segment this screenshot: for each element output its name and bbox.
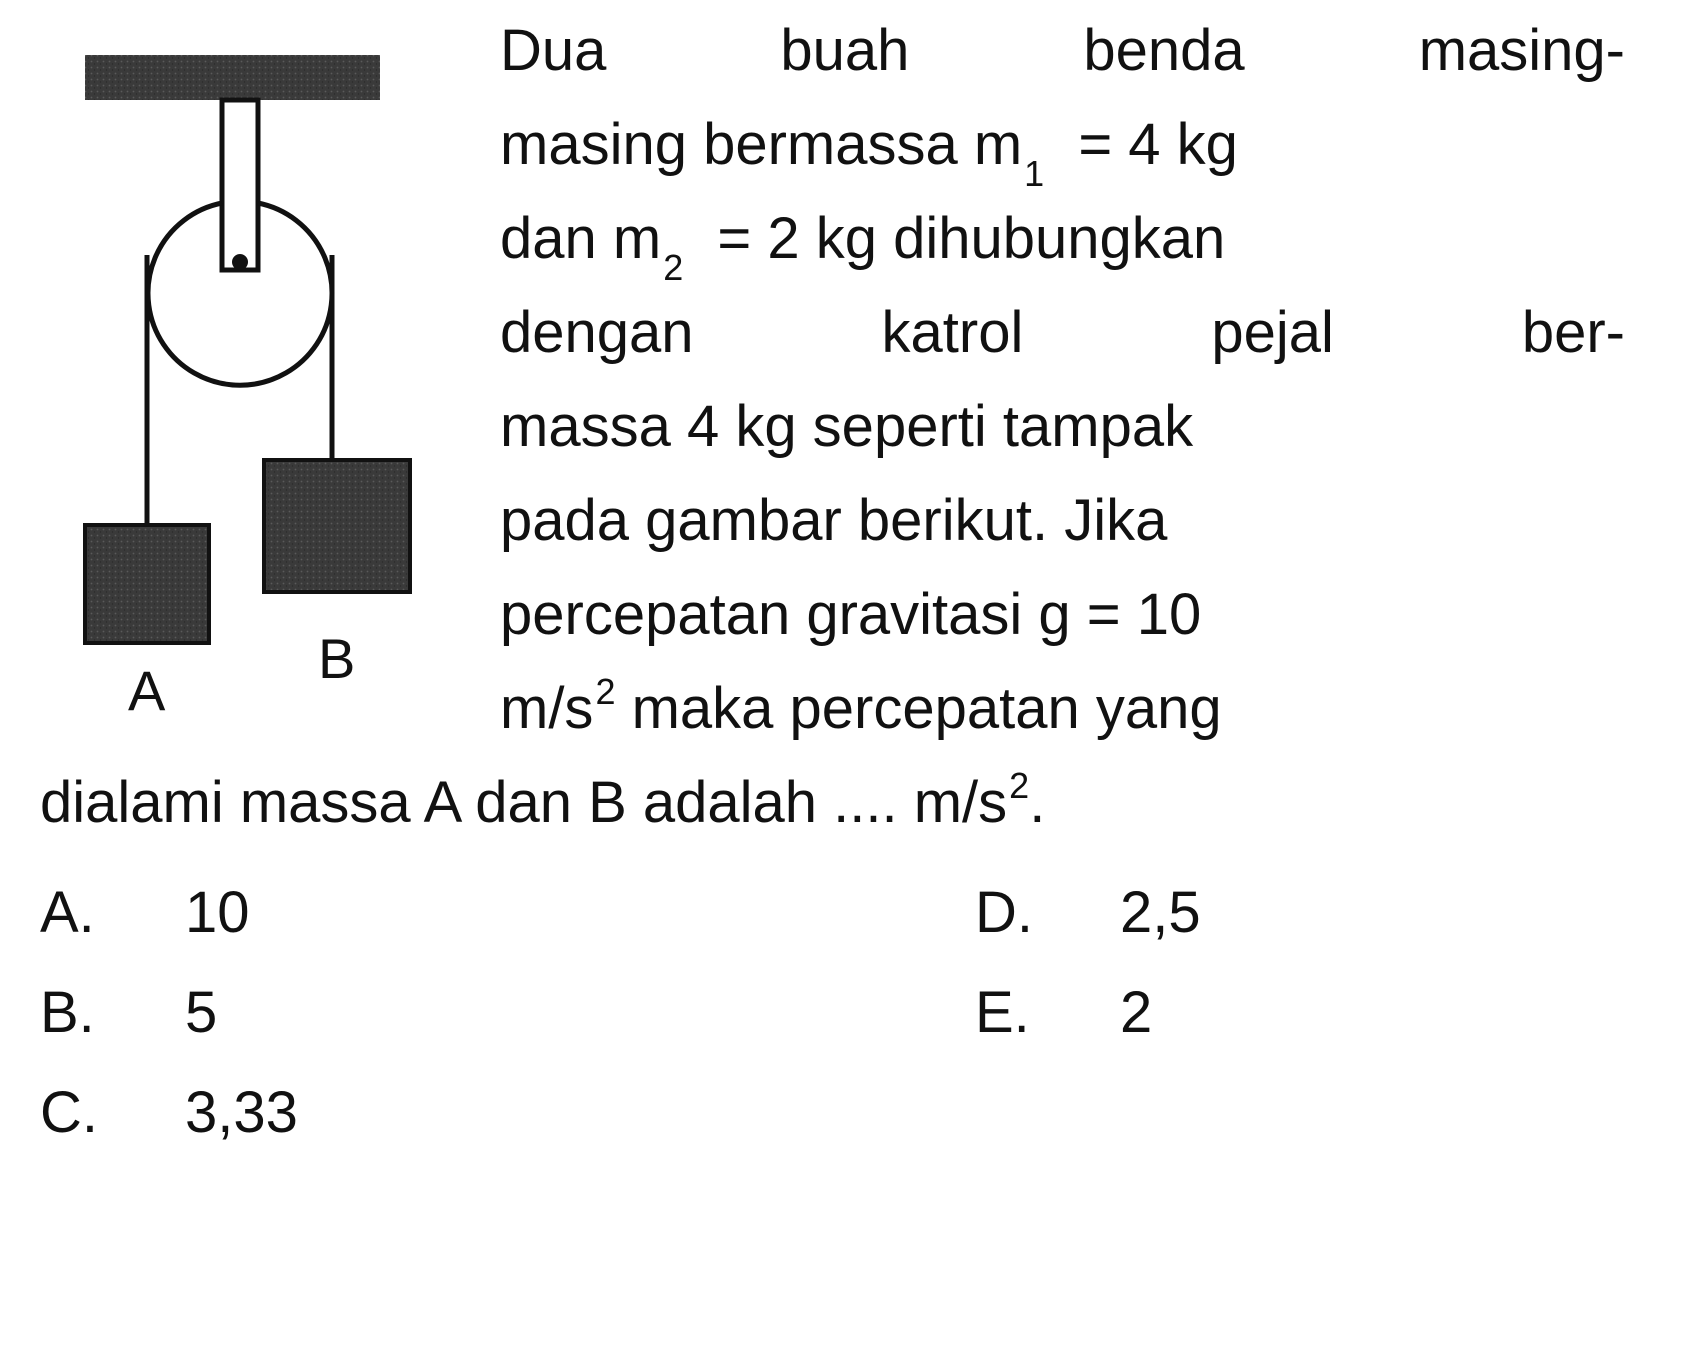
text: = 2 kg dihubungkan bbox=[701, 206, 1226, 271]
option-letter: D. bbox=[975, 880, 1033, 945]
text: dialami massa A dan B adalah .... m/s bbox=[40, 770, 1008, 835]
word: ber- bbox=[1521, 300, 1625, 365]
block-b bbox=[264, 460, 410, 592]
superscript: 2 bbox=[595, 671, 616, 712]
word: buah bbox=[780, 18, 910, 83]
word: Dua bbox=[500, 18, 607, 83]
text: dan m bbox=[500, 206, 662, 271]
block-a bbox=[85, 525, 209, 643]
word: katrol bbox=[881, 300, 1024, 365]
problem-line-6: pada gambar berikut. Jika bbox=[500, 488, 1168, 553]
problem-line-2 bbox=[500, 112, 1238, 194]
option-value: 10 bbox=[185, 880, 250, 945]
problem-line-5: massa 4 kg seperti tampak bbox=[500, 394, 1194, 459]
option-value: 2 bbox=[1120, 980, 1153, 1045]
text: . bbox=[1029, 770, 1046, 835]
label-a: A bbox=[128, 659, 166, 722]
pulley-axle bbox=[232, 254, 248, 270]
problem-line-4 bbox=[500, 300, 1625, 366]
word: masing- bbox=[1418, 18, 1625, 83]
text: = 4 kg bbox=[1062, 112, 1238, 177]
option-d[interactable] bbox=[975, 880, 1201, 946]
pulley-hanger bbox=[222, 100, 258, 270]
option-letter: A. bbox=[40, 880, 95, 945]
option-letter: B. bbox=[40, 980, 95, 1045]
word: pejal bbox=[1211, 300, 1334, 365]
option-e[interactable] bbox=[975, 980, 1152, 1046]
superscript: 2 bbox=[1009, 765, 1030, 806]
label-b: B bbox=[318, 627, 356, 690]
pulley-diagram bbox=[0, 0, 470, 760]
option-value: 5 bbox=[185, 980, 218, 1045]
problem-line-8 bbox=[500, 671, 1222, 749]
option-b[interactable] bbox=[40, 980, 217, 1046]
text: masing bermassa m bbox=[500, 112, 1023, 177]
option-value: 2,5 bbox=[1120, 880, 1201, 945]
option-c[interactable] bbox=[40, 1080, 298, 1146]
word: dengan bbox=[500, 300, 694, 365]
subscript: 1 bbox=[1024, 153, 1045, 194]
option-letter: E. bbox=[975, 980, 1030, 1045]
problem-line-3 bbox=[500, 206, 1226, 288]
option-value: 3,33 bbox=[185, 1080, 298, 1145]
problem-line-1 bbox=[500, 18, 1625, 84]
problem-line-9 bbox=[40, 765, 1046, 843]
problem-line-7: percepatan gravitasi g = 10 bbox=[500, 582, 1202, 647]
text: m/s bbox=[500, 676, 594, 741]
text: maka percepatan yang bbox=[615, 676, 1222, 741]
option-letter: C. bbox=[40, 1080, 98, 1145]
word: benda bbox=[1083, 18, 1245, 83]
ceiling-bar bbox=[85, 55, 380, 100]
option-a[interactable] bbox=[40, 880, 250, 946]
subscript: 2 bbox=[663, 247, 684, 288]
